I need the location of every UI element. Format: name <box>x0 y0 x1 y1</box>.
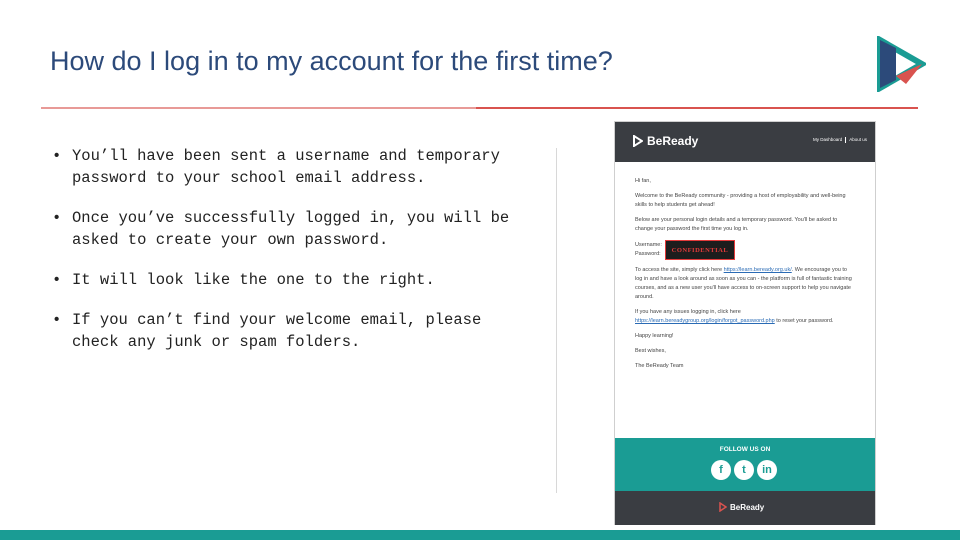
header-link-dashboard[interactable]: My Dashboard <box>812 137 843 142</box>
slide-title: How do I log in to my account for the first time? <box>50 46 613 76</box>
email-signoff: The BeReady Team <box>635 363 684 369</box>
title-divider-accent <box>41 107 476 109</box>
welcome-email-screenshot <box>614 121 876 525</box>
bullet-dot: • <box>52 147 62 165</box>
bullet-list <box>52 145 512 371</box>
username-label: Username: <box>635 242 662 248</box>
follow-title: FOLLOW US ON <box>719 446 771 453</box>
reset-password-link[interactable]: https://learn.bereadygroup.org/login/forgot_password.php <box>635 318 775 324</box>
email-paragraph: Welcome to the BeReady community - providing a host of employability and well-being skills to help students get ahead! <box>635 193 846 208</box>
email-body <box>615 162 875 371</box>
email-greeting: Hi fan, <box>635 178 651 184</box>
bullet-item: • You’ll have been sent a username and temporary password to your school email address. <box>52 147 500 187</box>
footer-brand: BeReady <box>719 502 764 512</box>
bullet-dot: • <box>52 209 62 227</box>
follow-us-section <box>615 438 875 491</box>
header-link-about[interactable]: About us <box>849 137 867 142</box>
facebook-icon[interactable]: f <box>711 460 731 480</box>
twitter-icon[interactable]: t <box>734 460 754 480</box>
linkedin-icon[interactable]: in <box>757 460 777 480</box>
email-header <box>615 122 875 162</box>
email-paragraph: To access the site, simply click here https://learn.beready.org.uk/. We encourage you to log in and have a look around as soon as you can - the platform is full of fantastic training courses, and as a new user you'll have access to on-screen support to help you navigate around. <box>635 267 852 300</box>
email-paragraph: If you have any issues logging in, click here https://learn.bereadygroup.org/login/forgot_password.php to reset your password. <box>635 309 834 324</box>
header-link-separator <box>845 137 846 143</box>
bullet-item: • Once you’ve successfully logged in, you will be asked to create your own password. <box>52 209 510 249</box>
email-header-links <box>813 137 867 143</box>
social-icons <box>711 460 777 480</box>
play-triangle-logo-icon <box>876 36 926 92</box>
bottom-accent-bar <box>0 530 960 540</box>
confidential-stamp: CONFIDENTIAL <box>665 240 735 260</box>
site-link[interactable]: https://learn.beready.org.uk/ <box>723 267 792 273</box>
email-footer <box>615 491 875 525</box>
password-label: Password: <box>635 251 661 257</box>
email-paragraph: Below are your personal login details and a temporary password. You'll be asked to change your password the first time you log in. <box>635 217 838 232</box>
beready-logo-icon <box>633 135 643 147</box>
bullet-item: • If you can’t find your welcome email, please check any junk or spam folders. <box>52 311 482 351</box>
email-brand: BeReady <box>633 134 698 148</box>
bullet-item: • It will look like the one to the right. <box>52 271 435 289</box>
column-divider <box>556 148 557 493</box>
bullet-dot: • <box>52 311 62 329</box>
credentials-row <box>635 240 855 260</box>
email-happy: Happy learning! <box>635 333 674 339</box>
email-wishes: Best wishes, <box>635 348 666 354</box>
beready-footer-logo-icon <box>719 502 727 512</box>
bullet-dot: • <box>52 271 62 289</box>
